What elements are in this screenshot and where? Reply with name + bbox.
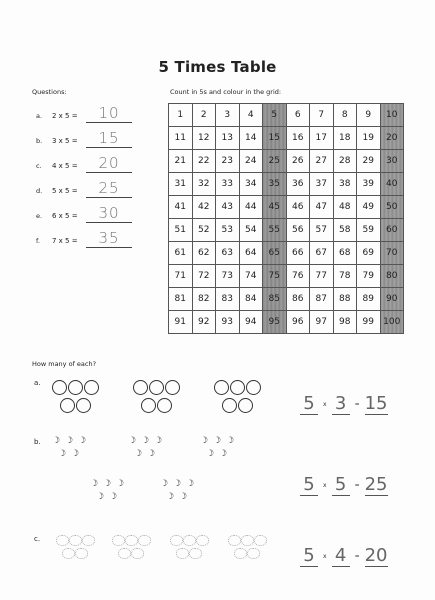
equation-number[interactable]: 4 (332, 545, 350, 567)
grid-row (169, 219, 404, 242)
grid-cell[interactable]: 61 (169, 242, 193, 265)
grid-cell[interactable]: 86 (286, 288, 310, 311)
questions-heading: Questions: (32, 88, 67, 96)
hundred-square-grid (168, 103, 404, 334)
answer-field[interactable]: 20 (86, 154, 132, 173)
grid-cell[interactable]: 62 (192, 242, 216, 265)
grid-cell[interactable]: 58 (333, 219, 357, 242)
grid-cell[interactable]: 32 (192, 173, 216, 196)
faint-shape-icon (254, 535, 267, 546)
banana-icon: ☽ (90, 479, 99, 489)
grid-cell[interactable]: 15 (263, 127, 287, 150)
grid-cell[interactable]: 93 (216, 311, 240, 334)
grid-cell[interactable]: 23 (216, 150, 240, 173)
banana-icon: ☽ (160, 479, 169, 489)
banana-icon: ☽ (128, 436, 137, 446)
faint-shape-icon (234, 548, 247, 559)
faint-shape-icon (75, 548, 88, 559)
equation-b (300, 474, 388, 496)
equation-number[interactable]: 3 (332, 393, 350, 415)
faint-shape-icon (241, 535, 254, 546)
grid-cell[interactable]: 35 (263, 173, 287, 196)
banana-icon: ☽ (141, 436, 150, 446)
circle-icon (230, 380, 245, 395)
banana-icon: ☽ (166, 492, 175, 502)
grid-cell[interactable]: 18 (333, 127, 357, 150)
grid-row (169, 127, 404, 150)
grid-cell[interactable]: 53 (216, 219, 240, 242)
grid-cell[interactable]: 43 (216, 196, 240, 219)
banana-icon: ☽ (226, 436, 235, 446)
grid-cell[interactable]: 8 (333, 104, 357, 127)
grid-cell[interactable]: 30 (380, 150, 404, 173)
grid-cell[interactable]: 44 (239, 196, 263, 219)
grid-cell[interactable]: 94 (239, 311, 263, 334)
grid-cell[interactable]: 60 (380, 219, 404, 242)
circle-icon (60, 398, 75, 413)
grid-cell[interactable]: 33 (216, 173, 240, 196)
grid-cell[interactable]: 69 (357, 242, 381, 265)
faint-shape-icon (131, 548, 144, 559)
grid-cell[interactable]: 41 (169, 196, 193, 219)
grid-cell[interactable]: 90 (380, 288, 404, 311)
grid-cell[interactable]: 34 (239, 173, 263, 196)
circle-icon (157, 398, 172, 413)
grid-cell[interactable]: 79 (357, 265, 381, 288)
grid-cell[interactable]: 51 (169, 219, 193, 242)
grid-cell[interactable]: 76 (286, 265, 310, 288)
faint-shape-icon (69, 535, 82, 546)
grid-cell[interactable]: 1 (169, 104, 193, 127)
answer-field[interactable]: 25 (86, 179, 132, 198)
circle-icon (141, 398, 156, 413)
question-letter: a. (36, 112, 43, 120)
grid-cell[interactable]: 91 (169, 311, 193, 334)
faint-shape-icon (82, 535, 95, 546)
times-sign: x (323, 401, 327, 408)
answer-field[interactable]: 30 (86, 204, 132, 223)
faint-shape-icon (125, 535, 138, 546)
banana-icon: ☽ (147, 449, 156, 459)
page-title: 5 Times Table (158, 58, 277, 76)
times-sign: x (323, 482, 327, 489)
grid-cell[interactable]: 50 (380, 196, 404, 219)
grid-cell[interactable]: 89 (357, 288, 381, 311)
grid-cell[interactable]: 37 (310, 173, 334, 196)
times-sign: x (323, 553, 327, 560)
banana-icon: ☽ (173, 479, 182, 489)
grid-cell[interactable]: 68 (333, 242, 357, 265)
grid-cell[interactable]: 55 (263, 219, 287, 242)
question-expression: 7 x 5 = (52, 237, 78, 245)
grid-cell[interactable]: 92 (192, 311, 216, 334)
banana-icon: ☽ (58, 449, 67, 459)
grid-cell[interactable]: 36 (286, 173, 310, 196)
grid-cell[interactable]: 80 (380, 265, 404, 288)
faint-shape-icon (62, 548, 75, 559)
grid-cell[interactable]: 26 (286, 150, 310, 173)
grid-cell[interactable]: 4 (239, 104, 263, 127)
picture-label-a: a. (34, 379, 41, 387)
grid-cell[interactable]: 77 (310, 265, 334, 288)
grid-cell[interactable]: 25 (263, 150, 287, 173)
circle-icon (133, 380, 148, 395)
grid-row (169, 242, 404, 265)
grid-cell[interactable]: 65 (263, 242, 287, 265)
grid-cell[interactable]: 29 (357, 150, 381, 173)
grid-cell[interactable]: 31 (169, 173, 193, 196)
banana-icon: ☽ (52, 436, 61, 446)
faint-shape-icon (170, 535, 183, 546)
grid-cell[interactable]: 42 (192, 196, 216, 219)
grid-cell[interactable]: 97 (310, 311, 334, 334)
grid-cell[interactable]: 3 (216, 104, 240, 127)
grid-cell[interactable]: 10 (380, 104, 404, 127)
circle-icon (214, 380, 229, 395)
faint-shape-icon (176, 548, 189, 559)
faint-shape-icon (112, 535, 125, 546)
grid-cell[interactable]: 13 (216, 127, 240, 150)
question-expression: 5 x 5 = (52, 187, 78, 195)
grid-cell[interactable]: 73 (216, 265, 240, 288)
grid-cell[interactable]: 59 (357, 219, 381, 242)
grid-cell[interactable]: 70 (380, 242, 404, 265)
banana-icon: ☽ (65, 436, 74, 446)
grid-cell[interactable]: 52 (192, 219, 216, 242)
circle-icon (222, 398, 237, 413)
grid-cell[interactable]: 64 (239, 242, 263, 265)
circle-icon (68, 380, 83, 395)
grid-row (169, 104, 404, 127)
grid-row (169, 173, 404, 196)
grid-row (169, 265, 404, 288)
grid-cell[interactable]: 56 (286, 219, 310, 242)
grid-cell[interactable]: 24 (239, 150, 263, 173)
equals-sign: = (354, 482, 360, 489)
circle-icon (84, 380, 99, 395)
question-expression: 4 x 5 = (52, 162, 78, 170)
faint-shape-icon (247, 548, 260, 559)
grid-cell[interactable]: 72 (192, 265, 216, 288)
equation-number[interactable]: 25 (364, 474, 388, 495)
question-letter: d. (36, 187, 43, 195)
grid-cell[interactable]: 28 (333, 150, 357, 173)
grid-row (169, 288, 404, 311)
grid-cell[interactable]: 39 (357, 173, 381, 196)
equals-sign: = (354, 553, 360, 560)
faint-shape-icon (56, 535, 69, 546)
grid-cell[interactable]: 45 (263, 196, 287, 219)
banana-icon: ☽ (206, 449, 215, 459)
answer-field[interactable]: 10 (86, 104, 132, 123)
banana-icon: ☽ (71, 449, 80, 459)
faint-shape-icon (138, 535, 151, 546)
faint-shape-icon (228, 535, 241, 546)
picture-label-c: c. (34, 535, 41, 543)
grid-cell[interactable]: 82 (192, 288, 216, 311)
grid-cell[interactable]: 20 (380, 127, 404, 150)
grid-cell[interactable]: 84 (239, 288, 263, 311)
grid-cell[interactable]: 99 (357, 311, 381, 334)
grid-cell[interactable]: 96 (286, 311, 310, 334)
equation-a (300, 393, 388, 415)
grid-cell[interactable]: 27 (310, 150, 334, 173)
grid-cell[interactable]: 87 (310, 288, 334, 311)
grid-cell[interactable]: 19 (357, 127, 381, 150)
how-many-heading: How many of each? (32, 360, 97, 368)
question-letter: e. (36, 212, 43, 220)
grid-cell[interactable]: 57 (310, 219, 334, 242)
answer-field[interactable]: 35 (86, 229, 132, 248)
grid-cell[interactable]: 95 (263, 311, 287, 334)
equation-number[interactable]: 20 (364, 545, 388, 566)
equation-number[interactable]: 5 (332, 474, 350, 496)
equals-sign: = (354, 401, 360, 408)
banana-icon: ☽ (179, 492, 188, 502)
question-letter: f. (36, 237, 40, 245)
grid-cell[interactable]: 40 (380, 173, 404, 196)
circle-icon (149, 380, 164, 395)
grid-cell[interactable]: 9 (357, 104, 381, 127)
grid-cell[interactable]: 12 (192, 127, 216, 150)
grid-cell[interactable]: 47 (310, 196, 334, 219)
question-expression: 6 x 5 = (52, 212, 78, 220)
grid-row (169, 311, 404, 334)
equation-number[interactable]: 5 (300, 474, 318, 496)
banana-icon: ☽ (219, 449, 228, 459)
banana-icon: ☽ (78, 436, 87, 446)
grid-row (169, 196, 404, 219)
banana-icon: ☽ (200, 436, 209, 446)
equation-number[interactable]: 5 (300, 393, 318, 415)
circle-icon (238, 398, 253, 413)
question-letter: c. (36, 162, 42, 170)
grid-cell[interactable]: 71 (169, 265, 193, 288)
grid-cell[interactable]: 48 (333, 196, 357, 219)
faint-shape-icon (196, 535, 209, 546)
banana-icon: ☽ (103, 479, 112, 489)
grid-cell[interactable]: 11 (169, 127, 193, 150)
grid-cell[interactable]: 98 (333, 311, 357, 334)
faint-shape-icon (118, 548, 131, 559)
equation-c (300, 545, 388, 567)
banana-icon: ☽ (134, 449, 143, 459)
grid-cell[interactable]: 38 (333, 173, 357, 196)
grid-cell[interactable]: 46 (286, 196, 310, 219)
grid-cell[interactable]: 75 (263, 265, 287, 288)
question-letter: b. (36, 137, 43, 145)
grid-cell[interactable]: 7 (310, 104, 334, 127)
grid-cell[interactable]: 67 (310, 242, 334, 265)
equation-number[interactable]: 5 (300, 545, 318, 567)
banana-icon: ☽ (109, 492, 118, 502)
grid-cell[interactable]: 22 (192, 150, 216, 173)
picture-label-b: b. (34, 438, 41, 446)
grid-cell[interactable]: 66 (286, 242, 310, 265)
grid-cell[interactable]: 78 (333, 265, 357, 288)
circle-icon (76, 398, 91, 413)
banana-icon: ☽ (116, 479, 125, 489)
circle-icon (246, 380, 261, 395)
grid-row (169, 150, 404, 173)
grid-cell[interactable]: 5 (263, 104, 287, 127)
grid-heading: Count in 5s and colour in the grid: (170, 88, 282, 96)
faint-shape-icon (183, 535, 196, 546)
grid-cell[interactable]: 81 (169, 288, 193, 311)
grid-cell[interactable]: 16 (286, 127, 310, 150)
equation-number[interactable]: 15 (364, 393, 388, 414)
question-expression: 3 x 5 = (52, 137, 78, 145)
banana-icon: ☽ (96, 492, 105, 502)
banana-icon: ☽ (213, 436, 222, 446)
answer-field[interactable]: 15 (86, 129, 132, 148)
grid-cell[interactable]: 21 (169, 150, 193, 173)
faint-shape-icon (189, 548, 202, 559)
grid-cell[interactable]: 83 (216, 288, 240, 311)
grid-cell[interactable]: 6 (286, 104, 310, 127)
grid-cell[interactable]: 54 (239, 219, 263, 242)
circle-icon (165, 380, 180, 395)
grid-cell[interactable]: 88 (333, 288, 357, 311)
banana-icon: ☽ (154, 436, 163, 446)
grid-cell[interactable]: 17 (310, 127, 334, 150)
grid-cell[interactable]: 63 (216, 242, 240, 265)
grid-cell[interactable]: 100 (380, 311, 404, 334)
grid-cell[interactable]: 2 (192, 104, 216, 127)
grid-cell[interactable]: 14 (239, 127, 263, 150)
grid-cell[interactable]: 85 (263, 288, 287, 311)
grid-cell[interactable]: 49 (357, 196, 381, 219)
banana-icon: ☽ (186, 479, 195, 489)
circle-icon (52, 380, 67, 395)
question-expression: 2 x 5 = (52, 112, 78, 120)
grid-cell[interactable]: 74 (239, 265, 263, 288)
